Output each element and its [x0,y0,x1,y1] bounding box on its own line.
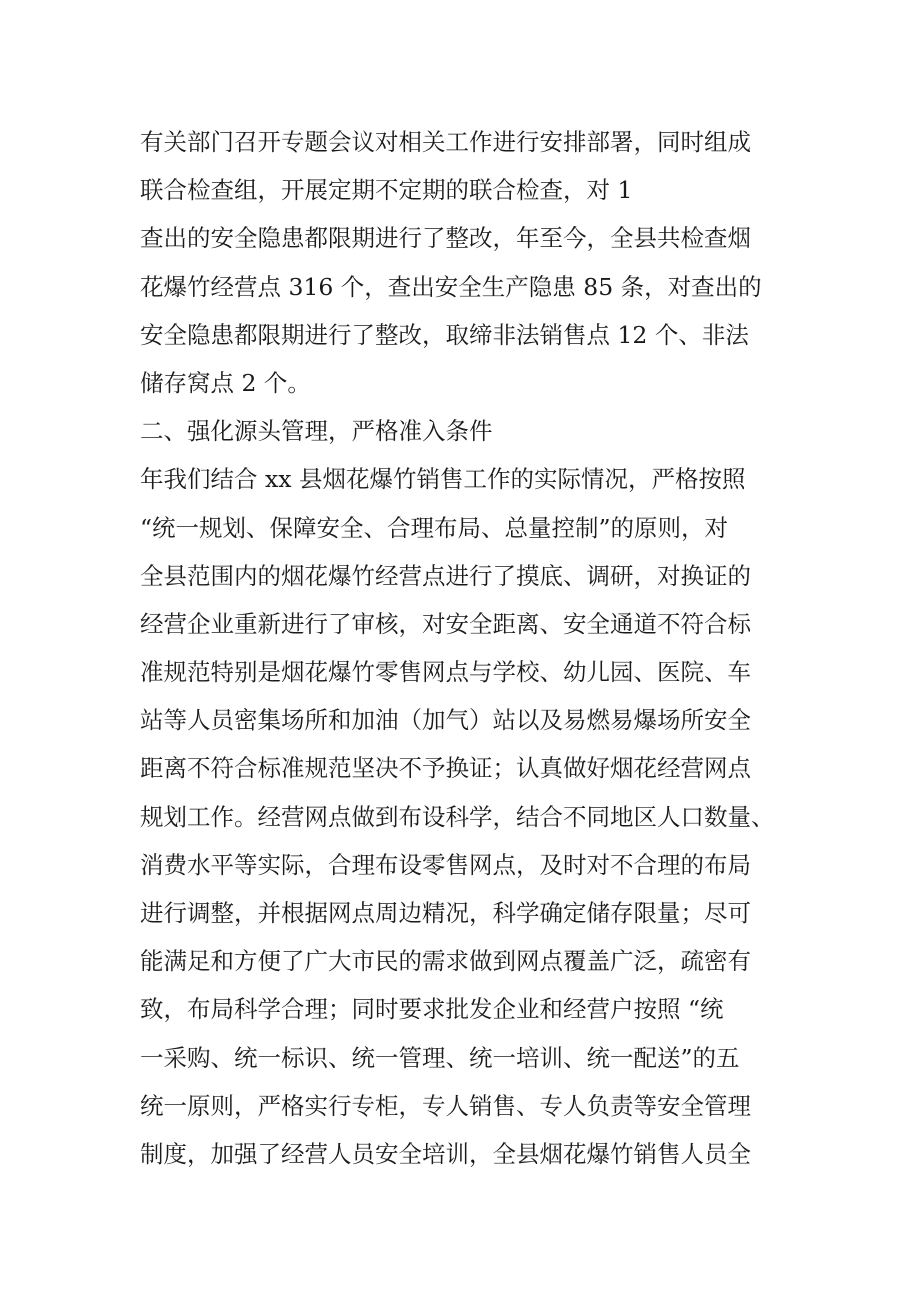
text-line: 制度，加强了经营人员安全培训，全县烟花爆竹销售人员全 [140,1139,751,1168]
text-line: “统一规划、保障安全、合理布局、总量控制”的原则，对 [140,513,729,542]
text-line: 进行调整，并根据网点周边精况，科学确定储存限量；尽可 [140,899,751,927]
text-line: 规划工作。经营网点做到布设科学，结合不同地区人口数量、 [140,802,775,831]
text-line: 全县范围内的烟花爆竹经营点进行了摸底、调研，对换证的 [140,561,751,590]
text-line: 花爆竹经营点 316 个，查出安全生产隐患 85 条，对查出的 [140,272,762,301]
text-line: 储存窝点 2 个。 [140,368,311,397]
text-line: 距离不符合标准规范坚决不予换证；认真做好烟花经营网点 [140,754,751,783]
text-line: 准规范特别是烟花爆竹零售网点与学校、幼儿园、医院、车 [140,658,751,687]
body-text [140,118,790,1178]
section-heading: 二、强化源头管理，严格准入条件 [140,417,493,446]
text-line: 致，布局科学合理；同时要求批发企业和经营户按照 “统 [140,995,724,1024]
text-line: 一采购、统一标识、统一管理、统一培训、统一配送”的五 [140,1043,740,1072]
text-line: 查出的安全隐患都限期进行了整改，年至今，全县共检查烟 [140,224,751,253]
text-line: 安全隐患都限期进行了整改，取缔非法销售点 12 个、非法 [140,320,749,349]
text-line: 经营企业重新进行了审核，对安全距离、安全通道不符合标 [140,609,751,638]
text-line: 统一原则，严格实行专柜，专人销售、专人负责等安全管理 [140,1091,751,1120]
text-line: 有关部门召开专题会议对相关工作进行安排部署，同时组成 [140,128,751,156]
text-line: 联合检查组，开展定期不定期的联合检查，对 1 [140,176,633,205]
text-line: 站等人员密集场所和加油（加气）站以及易燃易爆场所安全 [140,706,751,735]
text-line: 消费水平等实际，合理布设零售网点，及时对不合理的布局 [140,850,751,879]
text-line: 能满足和方便了广大市民的需求做到网点覆盖广泛，疏密有 [140,947,751,976]
text-line: 年我们结合 xx 县烟花爆竹销售工作的实际情况，严格按照 [140,465,746,494]
